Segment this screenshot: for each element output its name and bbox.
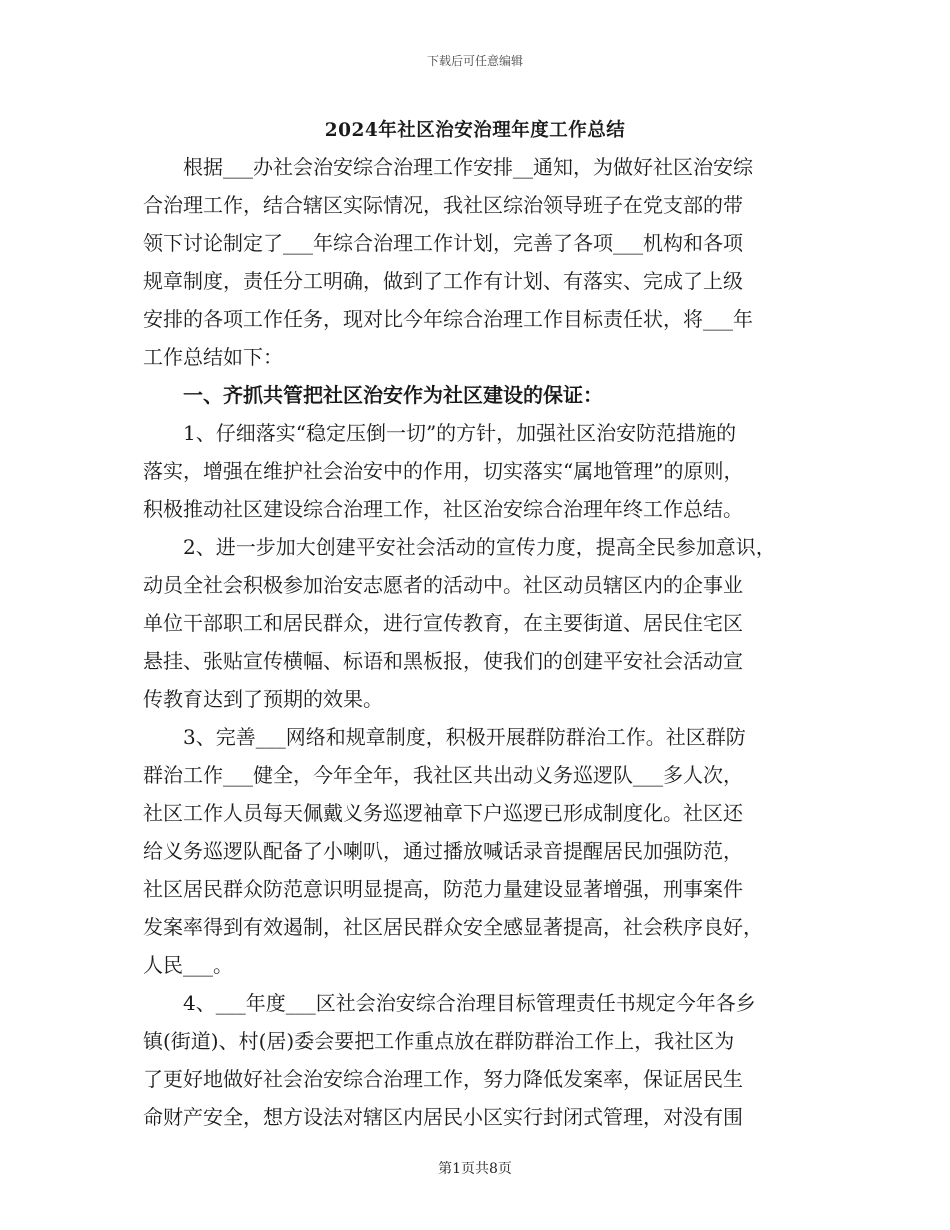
body-line: 根据___办社会治安综合治理工作安排__通知，为做好社区治安综 (143, 155, 753, 179)
body-line: 1、仔细落实“稳定压倒一切”的方针，加强社区治安防范措施的 (143, 421, 737, 445)
body-line: 落实，增强在维护社会治安中的作用，切实落实“属地管理”的原则， (143, 459, 744, 483)
body-line: 3、完善___网络和规章制度，积极开展群防群治工作。社区群防 (143, 725, 746, 749)
section-heading: 一、齐抓共管把社区治安作为社区建设的保证： (143, 383, 603, 407)
body-line: 单位干部职工和居民群众，进行宣传教育，在主要街道、居民住宅区 (143, 611, 743, 635)
body-line: 悬挂、张贴宣传横幅、标语和黑板报，使我们的创建平安社会活动宣 (143, 649, 743, 673)
document-title: 2024年社区治安治理年度工作总结 (324, 120, 626, 141)
body-line: 规章制度，责任分工明确，做到了工作有计划、有落实、完成了上级 (143, 269, 743, 293)
body-line: 命财产安全，想方设法对辖区内居民小区实行封闭式管理，对没有围 (143, 1105, 743, 1129)
body-line: 动员全社会积极参加治安志愿者的活动中。社区动员辖区内的企事业 (143, 573, 743, 597)
body-line: 2、进一步加大创建平安社会活动的宣传力度，提高全民参加意识， (143, 535, 776, 559)
page-number: 第1页共8页 (438, 1161, 512, 1177)
body-line: 领下讨论制定了___年综合治理工作计划，完善了各项___机构和各项 (143, 231, 743, 255)
body-line: 社区居民群众防范意识明显提高，防范力量建设显著增强，刑事案件 (143, 877, 743, 901)
body-line: 工作总结如下： (143, 345, 283, 369)
body-line: 合治理工作，结合辖区实际情况，我社区综治领导班子在党支部的带 (143, 193, 743, 217)
body-line: 群治工作___健全，今年全年，我社区共出动义务巡逻队___多人次， (143, 763, 743, 787)
page-header-note: 下载后可任意编辑 (426, 54, 523, 68)
body-line: 人民___。 (143, 953, 233, 977)
body-line: 发案率得到有效遏制，社区居民群众安全感显著提高，社会秩序良好， (143, 915, 763, 939)
body-line: 了更好地做好社会治安综合治理工作，努力降低发案率，保证居民生 (143, 1067, 743, 1091)
body-line: 安排的各项工作任务，现对比今年综合治理工作目标责任状，将___年 (143, 307, 753, 331)
body-line: 社区工作人员每天佩戴义务巡逻袖章下户巡逻已形成制度化。社区还 (143, 801, 743, 825)
body-line: 积极推动社区建设综合治理工作，社区治安综合治理年终工作总结。 (143, 497, 743, 521)
body-line: 4、___年度___区社会治安综合治理目标管理责任书规定今年各乡 (143, 991, 756, 1015)
document-body (143, 148, 823, 1136)
body-line: 镇(街道)、村(居)委会要把工作重点放在群防群治工作上，我社区为 (143, 1029, 735, 1053)
body-line: 给义务巡逻队配备了小喇叭，通过播放喊话录音提醒居民加强防范， (143, 839, 743, 863)
body-line: 传教育达到了预期的效果。 (143, 687, 383, 711)
